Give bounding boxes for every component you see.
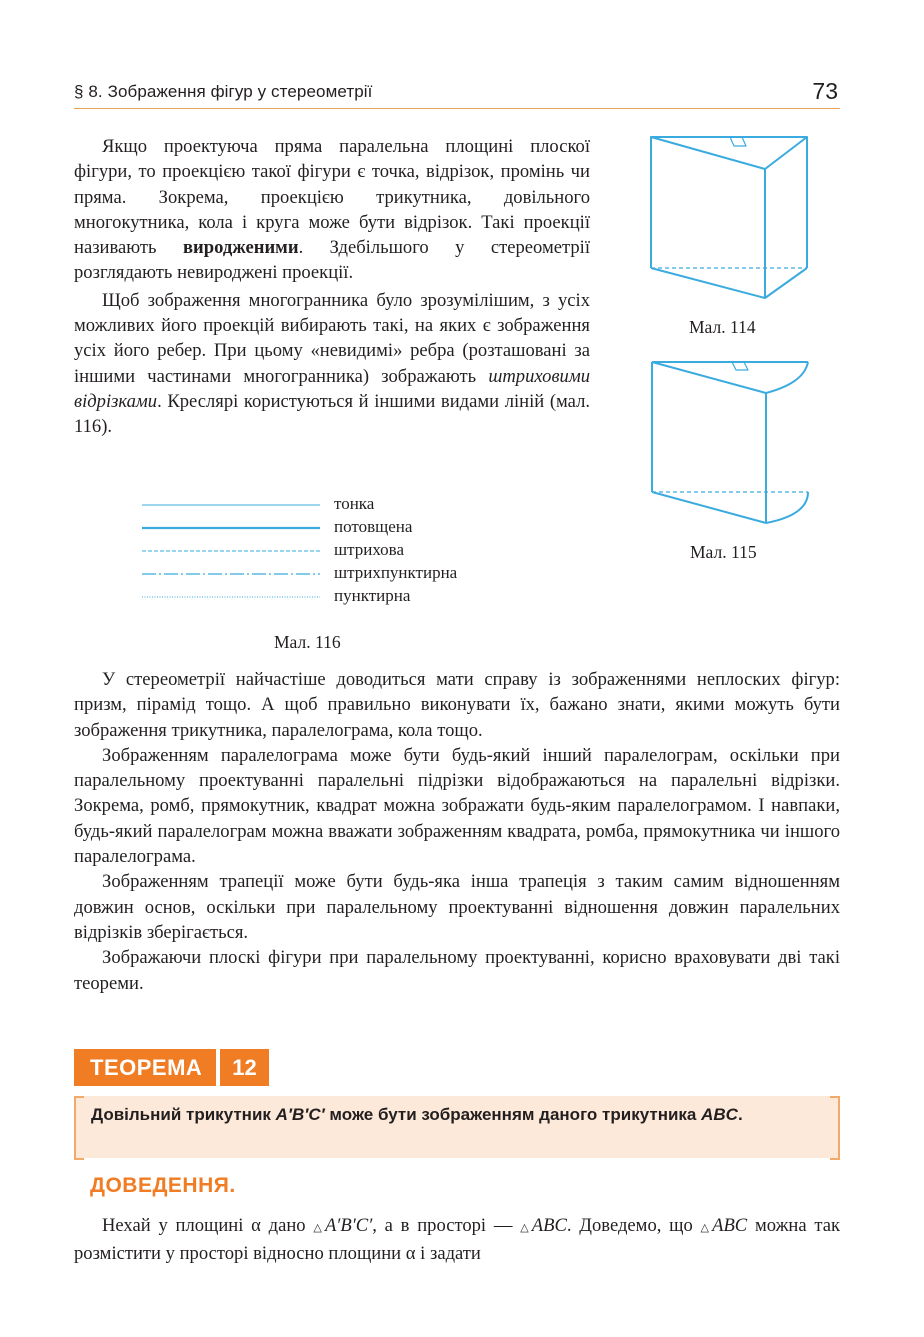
term-dashed: штриховими відрізками xyxy=(74,365,590,412)
line-type-thin: тонка xyxy=(142,494,622,517)
section-title: § 8. Зображення фігур у стереометрії xyxy=(74,82,373,101)
line-type-dashed: штрихова xyxy=(142,540,622,563)
theorem-statement-box xyxy=(74,1096,840,1158)
figure-114-caption: Мал. 114 xyxy=(689,317,756,337)
thick-line-sample xyxy=(142,526,320,530)
thin-line-sample xyxy=(142,503,320,507)
intro-column xyxy=(74,134,590,440)
intro-paragraph-2: Щоб зображення многогранника було зрозумілішим, з усіх можливих його проекцій вибирають такі, на яких є зображення усіх його ребер. При цьому «невидимі» ребра (розташовані за іншими частинами многогранника) зображають штриховими відрізками. Креслярі користуються й іншими видами ліній (мал. 116). xyxy=(74,289,590,438)
header-rule xyxy=(74,108,840,109)
figure-115-solid xyxy=(646,355,846,530)
body-paragraph-3: Зображенням трапеції може бути будь-яка інша трапеція з таким самим відношенням довжин основ, оскільки при паралельному проектуванні відношення довжин паралельних відрізків зберігається. xyxy=(74,871,840,943)
line-type-dotted: пунктирна xyxy=(142,586,622,609)
triangle-symbol-icon: △ xyxy=(313,1222,325,1234)
figure-114-prism xyxy=(644,130,814,305)
page-number: 73 xyxy=(812,78,838,104)
theorem-statement: Довільний трикутник A′B′C′ може бути зображенням даного трикутника ABC. xyxy=(91,1105,743,1124)
figure-115-caption: Мал. 115 xyxy=(690,542,757,562)
body-paragraph-2: Зображенням паралелограма може бути будь-який інший паралелограм, оскільки при паралельному проектуванні паралельні підрізки відображаються на паралельні відрізки. Зокрема, ромб, прямокутник, квадрат можна зображати будь-яким паралелограмом. І навпаки, будь-який паралелограм можна вважати зображенням квадрата, ромба, прямокутника чи іншого паралелограма. xyxy=(74,744,840,868)
proof-text xyxy=(74,1213,840,1267)
intro-paragraph-1: Якщо проектуюча пряма паралельна площині плоскої фігури, то проекцією такої фігури є точка, відрізок, промінь чи пряма. Зокрема, проекцією трикутника, довільного многокутника, кола і круга може бути відрізок. Такі проекції називають виродженими. Здебільшого у стереометрії розглядають невироджені проекції. xyxy=(74,136,591,284)
theorem-label: ТЕОРЕМА xyxy=(74,1049,216,1086)
dotted-line-sample xyxy=(142,595,320,599)
body-paragraph-1: У стереометрії найчастіше доводиться мати справу із зображеннями неплоских фігур: призм, пірамід тощо. А щоб правильно виконувати їх, бажано знати, якими можуть бути зображення трикутника, паралелограма, кола тощо. xyxy=(74,669,840,741)
triangle-a-prime: A′B′C′ xyxy=(275,1105,325,1124)
proof-heading: ДОВЕДЕННЯ. xyxy=(90,1174,236,1197)
triangle-symbol-icon: △ xyxy=(700,1222,713,1234)
line-type-dash-dot: штрихпунктирна xyxy=(142,563,622,586)
theorem-banner xyxy=(74,1049,269,1086)
triangle-abc: ABC xyxy=(701,1105,738,1124)
line-type-thick: потовщена xyxy=(142,517,622,540)
body-text xyxy=(74,667,840,996)
body-paragraph-4: Зображаючи плоскі фігури при паралельному проектуванні, корисно враховувати дві такі теореми. xyxy=(74,947,840,994)
figure-116-caption: Мал. 116 xyxy=(274,632,341,652)
term-degenerate: виродженими xyxy=(183,237,299,259)
theorem-number: 12 xyxy=(220,1049,268,1086)
triangle-symbol-icon: △ xyxy=(520,1222,532,1234)
proof-paragraph: Нехай у площині α дано △A′B′C′, а в просторі — △ABC. Доведемо, що △ABC можна так розмістити у просторі відносно площини α і задати xyxy=(74,1215,841,1265)
dashed-line-sample xyxy=(142,549,320,553)
dash-dot-line-sample xyxy=(142,572,320,576)
